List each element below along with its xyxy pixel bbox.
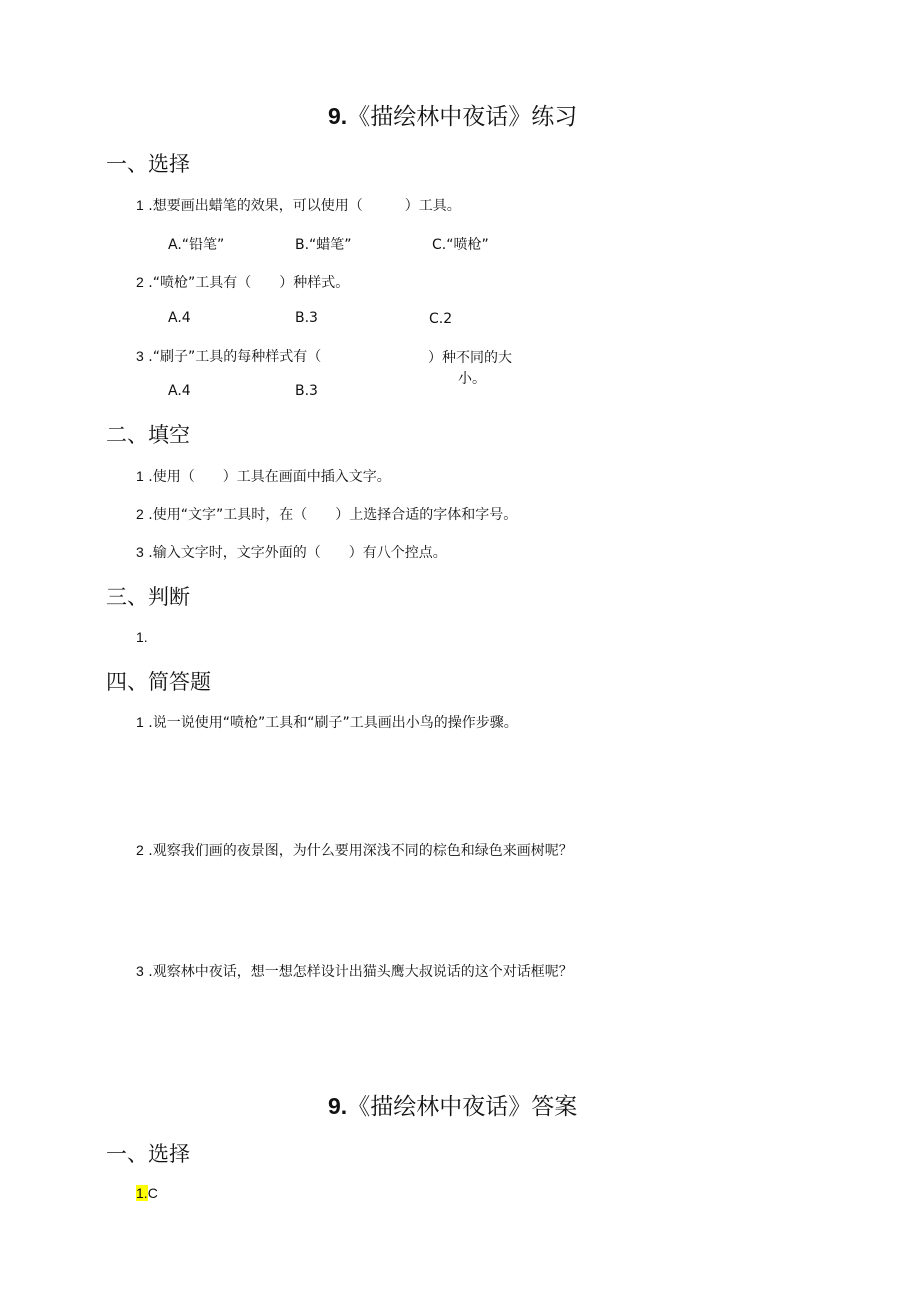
choice-question-3-wrap: 小。	[458, 371, 486, 387]
question-number: 1.	[136, 629, 148, 645]
question-text: .“喷枪”工具有（ ）种样式。	[148, 275, 350, 291]
question-number: 3	[136, 963, 144, 979]
judge-question-1	[136, 629, 148, 646]
question-text: .“刷子”工具的每种样式有（	[148, 349, 322, 365]
question-number: 3	[136, 544, 144, 560]
question-number: 3	[136, 348, 144, 364]
exercise-title-number: 9.	[328, 103, 348, 129]
question-number: 1	[136, 197, 144, 213]
question-text: .说一说使用“喷枪”工具和“刷子”工具画出小鸟的操作步骤。	[148, 715, 518, 731]
question-number: 2	[136, 506, 144, 522]
fill-question-1	[136, 466, 391, 486]
fill-question-3	[136, 542, 447, 562]
exercise-title	[328, 98, 577, 131]
question-number: 2	[136, 274, 144, 290]
answer-title-number: 9.	[328, 1093, 348, 1119]
answer-value: C	[147, 1185, 158, 1201]
question-number: 1	[136, 714, 144, 730]
section-choice-heading: 一、选择	[106, 152, 190, 176]
choice-question-3	[136, 346, 321, 366]
choice-1-option-b: B.“蜡笔”	[295, 237, 352, 253]
fill-question-2	[136, 504, 517, 524]
question-text: .输入文字时，文字外面的（ ）有八个控点。	[148, 545, 447, 561]
question-text: .观察林中夜话，想一想怎样设计出猫头鹰大叔说话的这个对话框呢？	[148, 964, 573, 980]
question-text: .使用“文字”工具时，在（ ）上选择合适的字体和字号。	[148, 507, 518, 523]
exercise-title-text: 《描绘林中夜话》练习	[347, 104, 578, 130]
answer-title	[328, 1088, 577, 1121]
question-text: .使用（ ）工具在画面中插入文字。	[148, 469, 391, 485]
question-number: 2	[136, 842, 144, 858]
section-short-answer-heading: 四、简答题	[106, 670, 211, 694]
section-fill-heading: 二、填空	[106, 423, 190, 447]
short-question-1	[136, 712, 518, 732]
answer-1	[136, 1185, 158, 1201]
choice-question-1	[136, 195, 461, 215]
choice-2-option-c: C.2	[429, 311, 453, 327]
choice-2-option-b: B.3	[295, 310, 318, 326]
choice-3-option-a: A.4	[168, 383, 191, 399]
short-question-3	[136, 961, 573, 981]
answer-title-text: 《描绘林中夜话》答案	[347, 1094, 578, 1120]
answer-number-highlight: 1.	[136, 1185, 148, 1201]
section-judge-heading: 三、判断	[106, 585, 190, 609]
choice-1-option-c: C.“喷枪”	[432, 237, 489, 253]
question-text: .想要画出蜡笔的效果，可以使用（ ）工具。	[148, 198, 461, 214]
question-text: .观察我们画的夜景图，为什么要用深浅不同的棕色和绿色来画树呢？	[148, 843, 573, 859]
choice-1-option-a: A.“铅笔”	[168, 237, 225, 253]
choice-3-option-b: B.3	[295, 383, 318, 399]
choice-question-3-continued: ）种不同的大	[428, 350, 512, 366]
short-question-2	[136, 840, 573, 860]
question-number: 1	[136, 468, 144, 484]
answer-section-choice-heading: 一、选择	[106, 1142, 190, 1166]
choice-2-option-a: A.4	[168, 310, 191, 326]
choice-question-2	[136, 272, 349, 292]
